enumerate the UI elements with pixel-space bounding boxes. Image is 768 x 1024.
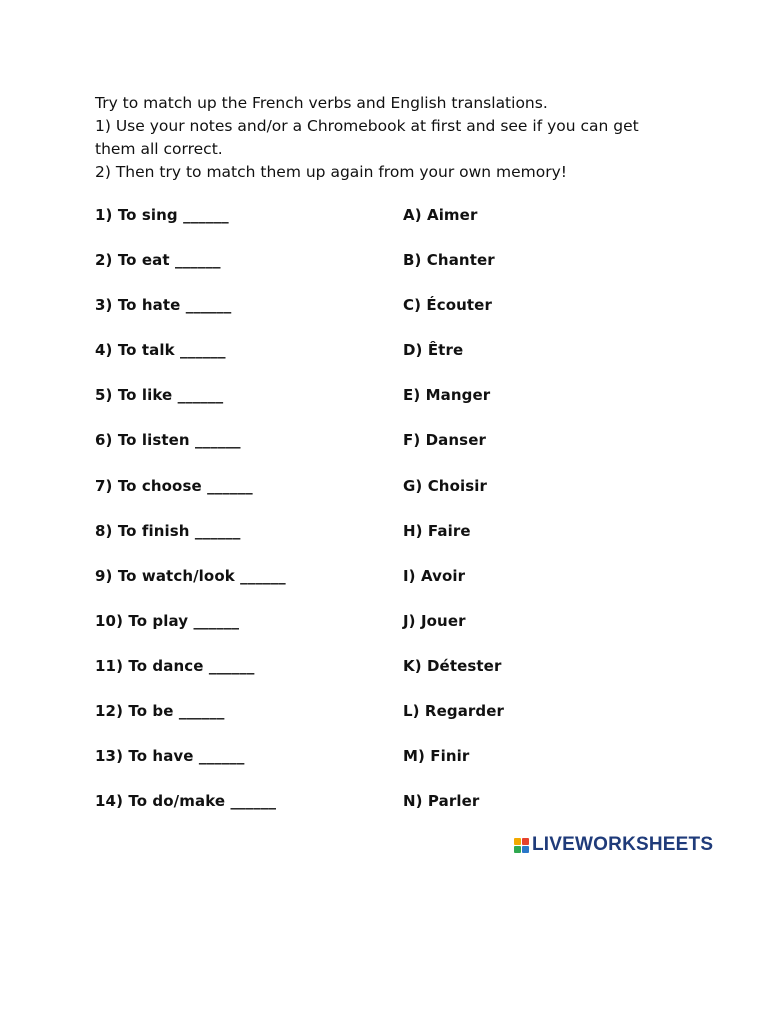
english-item: 11) To dance ______ bbox=[95, 657, 255, 675]
instruction-line: 2) Then try to match them up again from your own memory! bbox=[95, 163, 568, 181]
english-item: 5) To like ______ bbox=[95, 386, 224, 404]
french-item: F) Danser bbox=[403, 431, 486, 449]
match-row bbox=[95, 341, 695, 365]
french-item: D) Être bbox=[403, 341, 464, 359]
logo-text: LIVEWORKSHEETS bbox=[532, 834, 714, 855]
english-item: 14) To do/make ______ bbox=[95, 792, 277, 810]
match-row bbox=[95, 612, 695, 636]
english-item: 7) To choose ______ bbox=[95, 477, 253, 495]
match-row bbox=[95, 567, 695, 591]
french-item: E) Manger bbox=[403, 386, 491, 404]
match-row bbox=[95, 702, 695, 726]
liveworksheets-logo bbox=[514, 834, 713, 856]
english-item: 2) To eat ______ bbox=[95, 251, 221, 269]
instructions bbox=[95, 92, 715, 184]
instruction-line: 1) Use your notes and/or a Chromebook at first and see if you can get bbox=[95, 117, 639, 135]
match-row bbox=[95, 251, 695, 275]
english-item: 10) To play ______ bbox=[95, 612, 240, 630]
english-item: 6) To listen ______ bbox=[95, 431, 241, 449]
match-row bbox=[95, 296, 695, 320]
match-row bbox=[95, 657, 695, 681]
english-item: 9) To watch/look ______ bbox=[95, 567, 286, 585]
english-item: 8) To finish ______ bbox=[95, 522, 241, 540]
english-item: 1) To sing ______ bbox=[95, 206, 229, 224]
match-row bbox=[95, 522, 695, 546]
match-row bbox=[95, 477, 695, 501]
match-row bbox=[95, 386, 695, 410]
french-item: C) Écouter bbox=[403, 296, 492, 314]
french-item: K) Détester bbox=[403, 657, 502, 675]
french-item: J) Jouer bbox=[403, 612, 466, 630]
match-row bbox=[95, 206, 695, 230]
french-item: A) Aimer bbox=[403, 206, 478, 224]
instruction-line: Try to match up the French verbs and English translations. bbox=[95, 94, 548, 112]
french-item: I) Avoir bbox=[403, 567, 466, 585]
french-item: N) Parler bbox=[403, 792, 480, 810]
logo-mark-icon bbox=[514, 838, 529, 853]
match-row bbox=[95, 431, 695, 455]
english-item: 3) To hate ______ bbox=[95, 296, 232, 314]
french-item: L) Regarder bbox=[403, 702, 505, 720]
instruction-line: them all correct. bbox=[95, 140, 223, 158]
match-row bbox=[95, 747, 695, 771]
french-item: G) Choisir bbox=[403, 477, 487, 495]
french-item: B) Chanter bbox=[403, 251, 495, 269]
english-item: 4) To talk ______ bbox=[95, 341, 226, 359]
match-row bbox=[95, 792, 695, 816]
french-item: H) Faire bbox=[403, 522, 471, 540]
english-item: 13) To have ______ bbox=[95, 747, 245, 765]
french-item: M) Finir bbox=[403, 747, 470, 765]
english-item: 12) To be ______ bbox=[95, 702, 225, 720]
